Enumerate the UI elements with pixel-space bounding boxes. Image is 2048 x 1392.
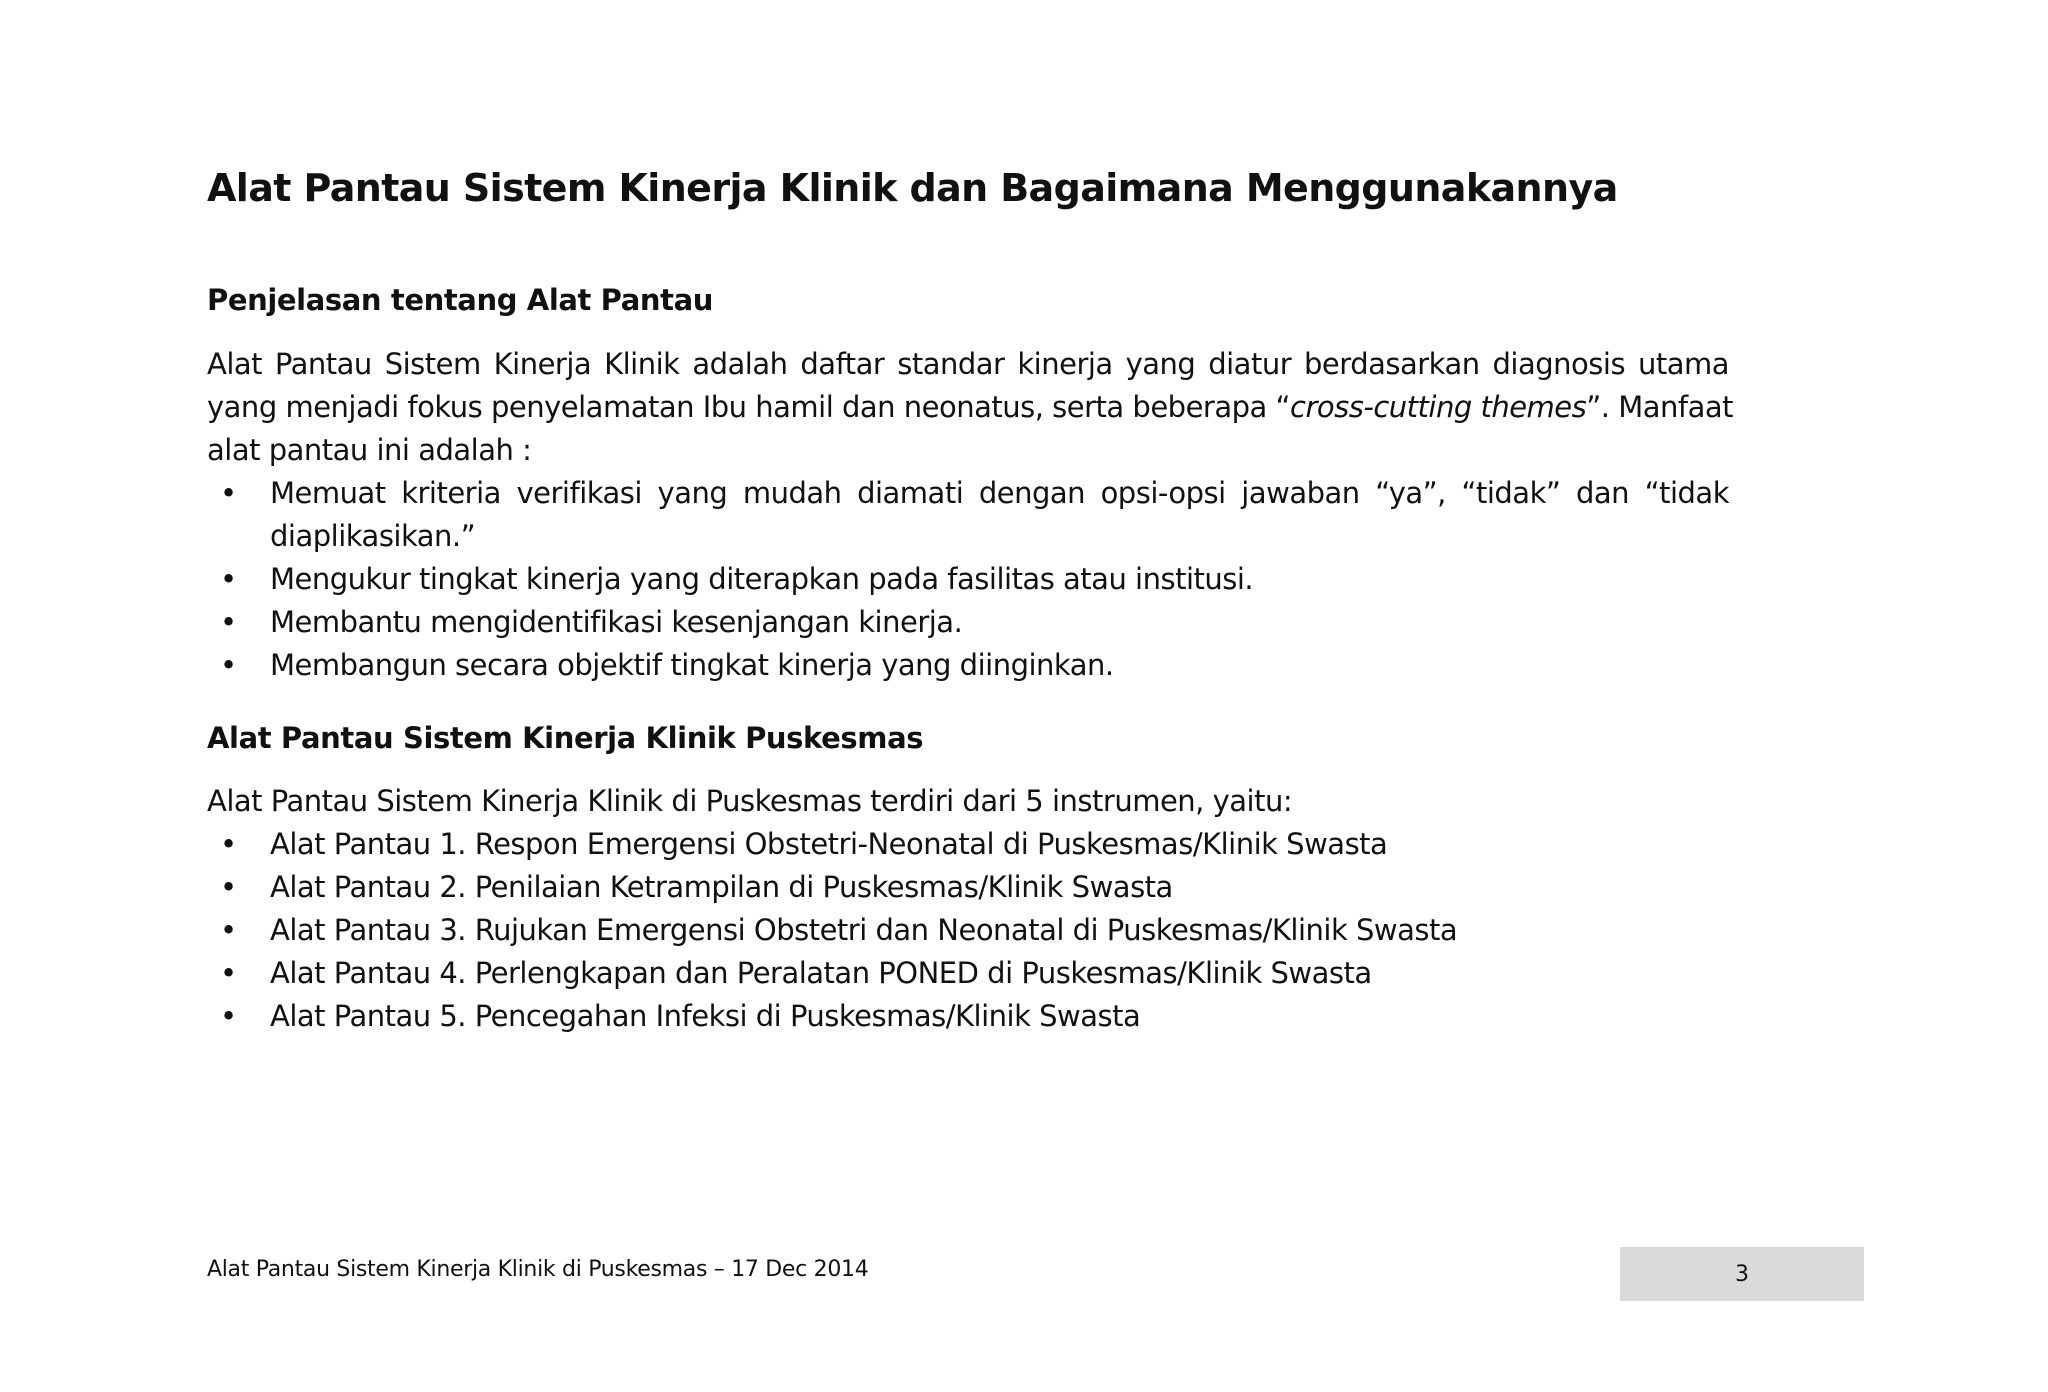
bullet-icon: •: [220, 827, 237, 861]
list-item: [207, 866, 1729, 909]
intro-text: yang menjadi fokus penyelamatan Ibu hamil dan neonatus, serta beberapa “: [207, 390, 1291, 424]
list-item: [207, 644, 1729, 687]
lead-text: Alat Pantau Sistem Kinerja Klinik di Puskesmas terdiri dari 5 instrumen, yaitu:: [207, 784, 1293, 818]
page-number: 3: [1735, 1261, 1749, 1287]
list-item-text: Alat Pantau 4. Perlengkapan dan Peralatan PONED di Puskesmas/Klinik Swasta: [270, 956, 1372, 990]
list-item-text: Mengukur tingkat kinerja yang diterapkan pada fasilitas atau institusi.: [270, 562, 1254, 596]
page-title: Alat Pantau Sistem Kinerja Klinik dan Bagaimana Menggunakannya: [207, 166, 1618, 210]
list-item: [207, 909, 1729, 952]
instruments-list: [207, 823, 1729, 1038]
list-item-line: diaplikasikan.”: [270, 519, 476, 553]
page-number-box: [1620, 1247, 1864, 1301]
bullet-icon: •: [220, 605, 237, 639]
list-item: [207, 472, 1729, 558]
bullet-icon: •: [220, 956, 237, 990]
list-item-text: Alat Pantau 2. Penilaian Ketrampilan di Puskesmas/Klinik Swasta: [270, 870, 1173, 904]
intro-line: [207, 386, 1734, 429]
intro-line: Alat Pantau Sistem Kinerja Klinik adalah daftar standar kinerja yang diatur berdasarkan diagnosis utama: [207, 347, 1729, 381]
instruments-lead: [207, 780, 1729, 823]
list-item: [207, 995, 1729, 1038]
list-item: [207, 952, 1729, 995]
list-item-text: Alat Pantau 3. Rujukan Emergensi Obstetri dan Neonatal di Puskesmas/Klinik Swasta: [270, 913, 1458, 947]
bullet-icon: •: [220, 562, 237, 596]
section-heading-puskesmas: Alat Pantau Sistem Kinerja Klinik Puskesmas: [207, 721, 924, 755]
bullet-icon: •: [220, 648, 237, 682]
bullet-icon: •: [220, 913, 237, 947]
list-item-text: Alat Pantau 5. Pencegahan Infeksi di Puskesmas/Klinik Swasta: [270, 999, 1141, 1033]
intro-text: ”. Manfaat: [1586, 390, 1734, 424]
list-item: [207, 601, 1729, 644]
footer-text: Alat Pantau Sistem Kinerja Klinik di Puskesmas – 17 Dec 2014: [207, 1257, 869, 1282]
list-item-text: [270, 472, 1729, 558]
section-heading-penjelasan: Penjelasan tentang Alat Pantau: [207, 283, 714, 317]
intro-paragraph: [207, 343, 1734, 472]
list-item-text: Alat Pantau 1. Respon Emergensi Obstetri-Neonatal di Puskesmas/Klinik Swasta: [270, 827, 1388, 861]
emphasis-text: cross-cutting themes: [1290, 390, 1587, 424]
bullet-icon: •: [220, 476, 237, 510]
list-item: [207, 823, 1729, 866]
list-item-text: Membantu mengidentifikasi kesenjangan kinerja.: [270, 605, 963, 639]
intro-line: alat pantau ini adalah :: [207, 433, 532, 467]
bullet-icon: •: [220, 870, 237, 904]
list-item: [207, 558, 1729, 601]
list-item-text: Membangun secara objektif tingkat kinerja yang diinginkan.: [270, 648, 1114, 682]
list-item-line: Memuat kriteria verifikasi yang mudah diamati dengan opsi-opsi jawaban “ya”, “tidak” dan “tidak: [270, 476, 1729, 510]
bullet-icon: •: [220, 999, 237, 1033]
benefits-list: [207, 472, 1729, 687]
